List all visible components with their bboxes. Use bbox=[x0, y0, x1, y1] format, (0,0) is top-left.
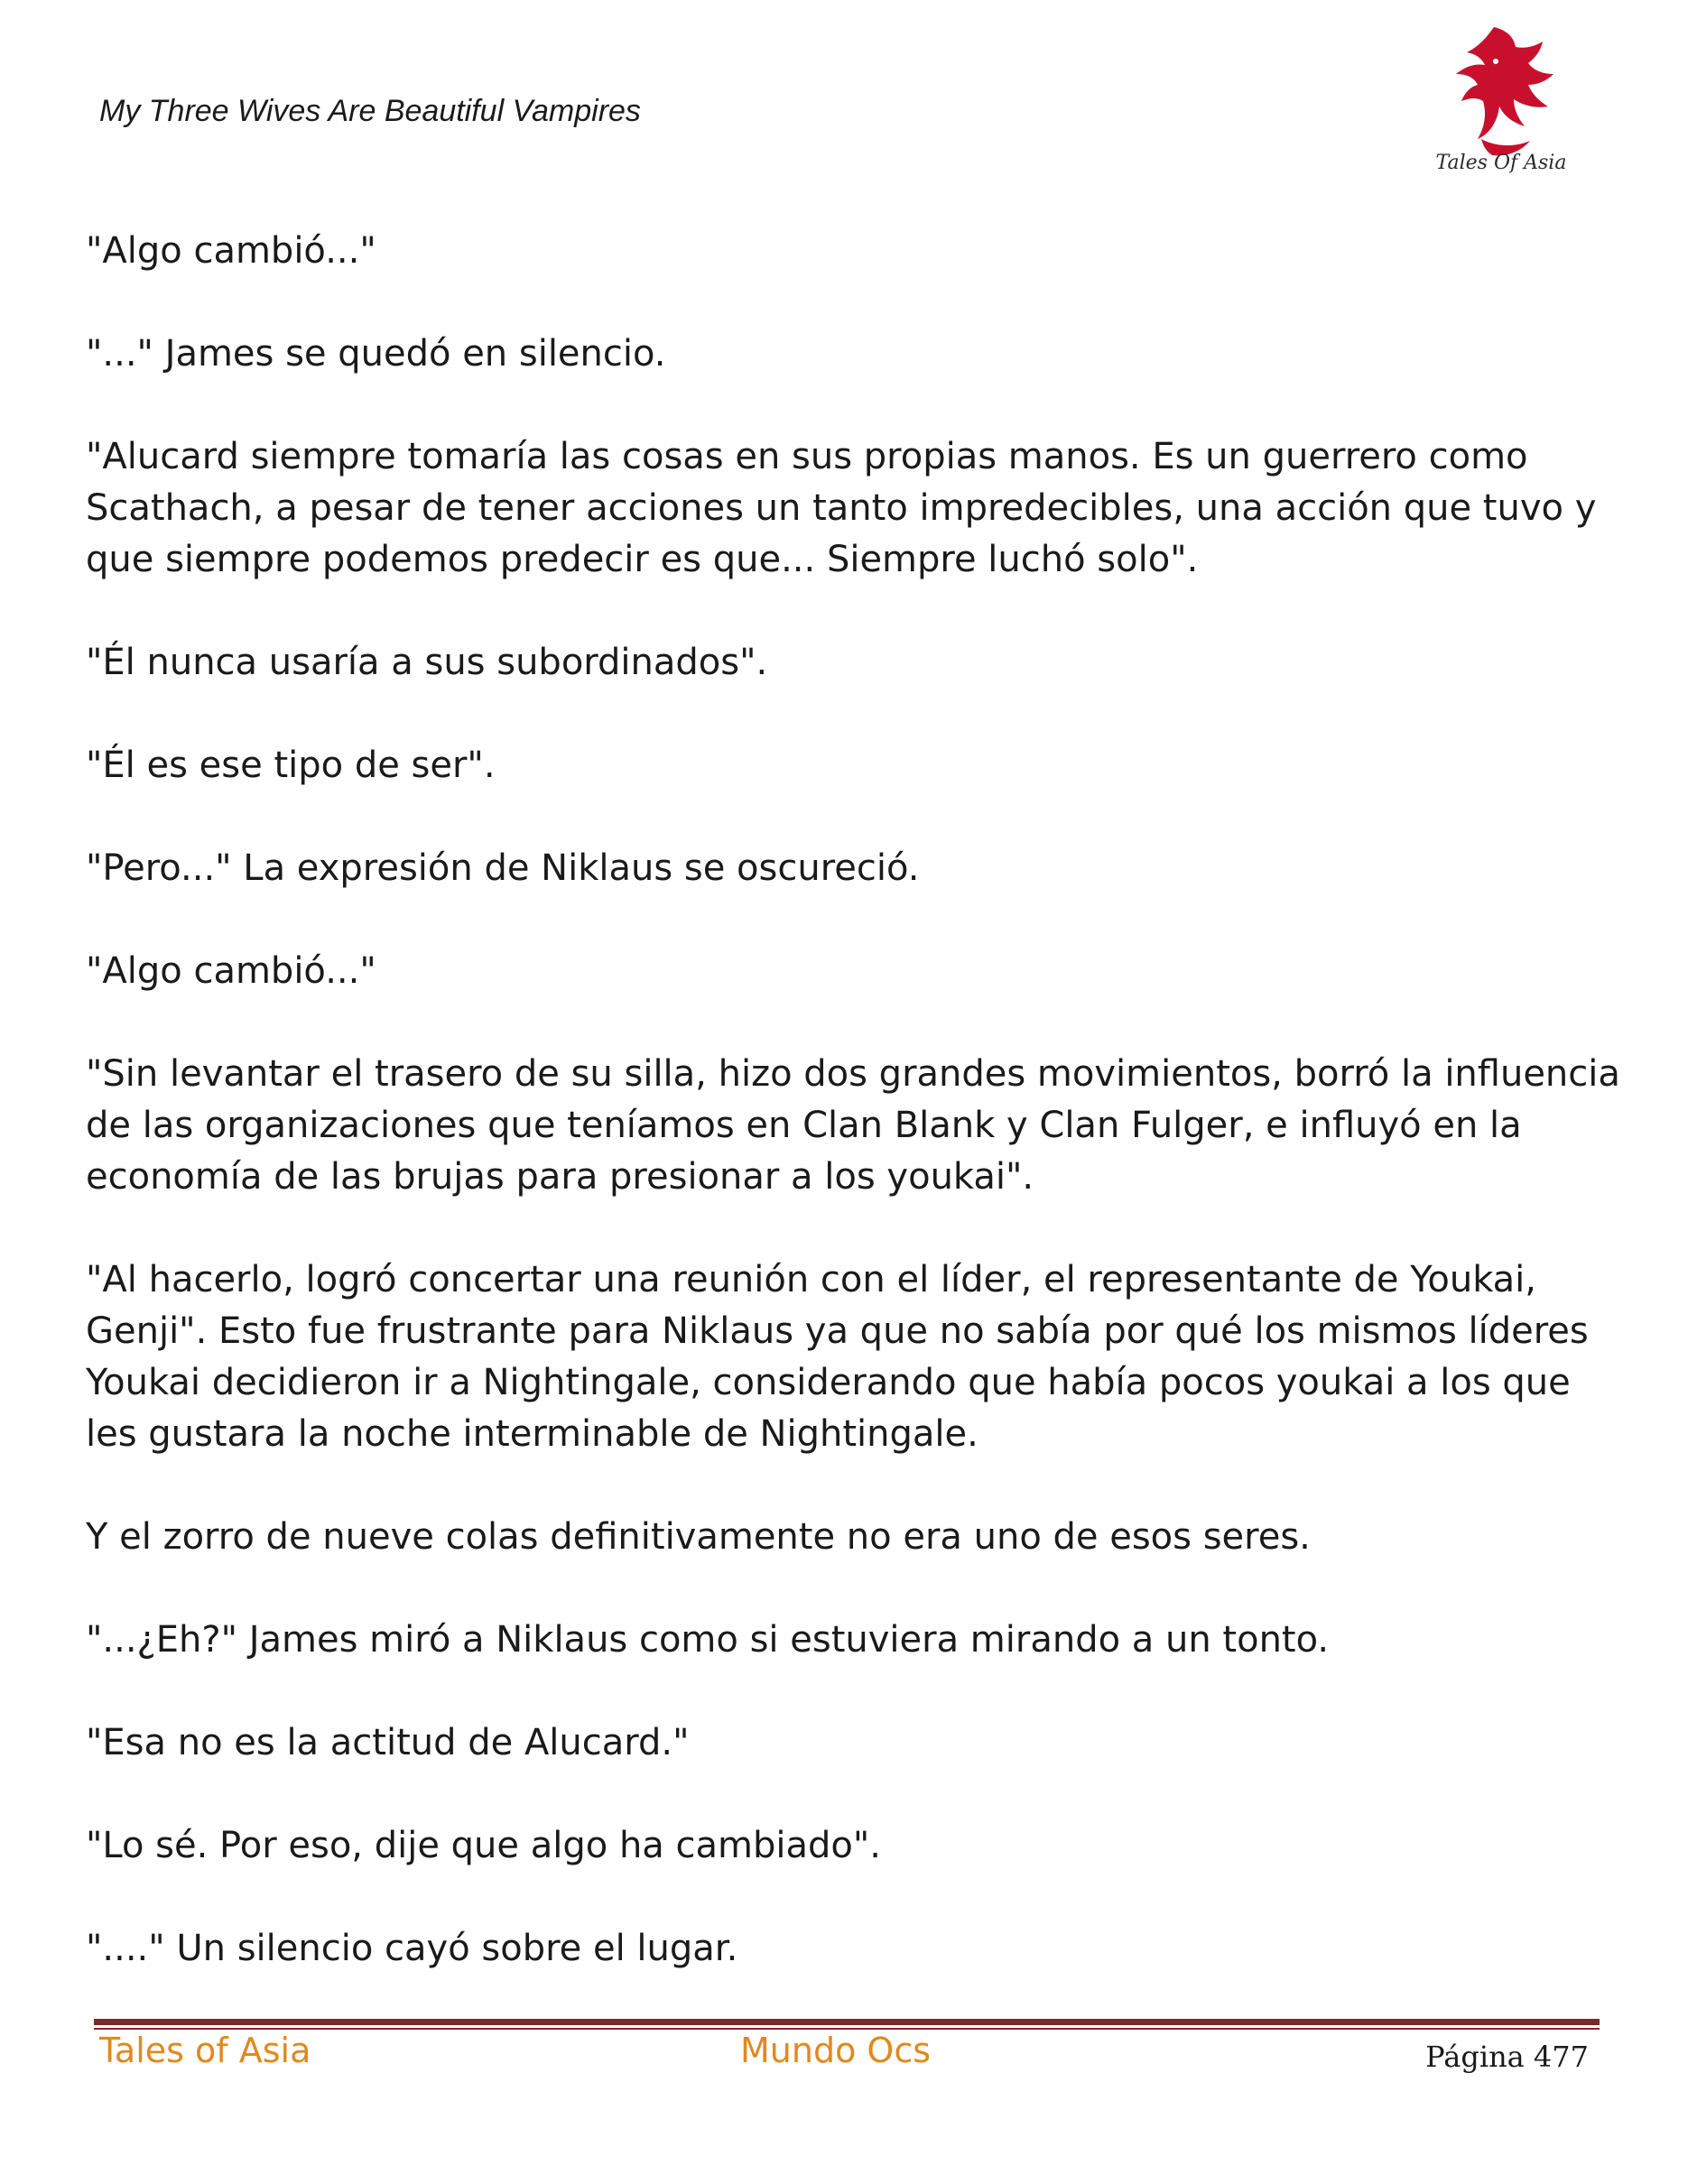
paragraph: "...¿Eh?" James miró a Niklaus como si estuviera mirando a un tonto. bbox=[86, 1619, 1330, 1661]
paragraph: "Algo cambió..." bbox=[86, 230, 376, 272]
footer-divider bbox=[94, 2019, 1600, 2031]
paragraph: "Pero..." La expresión de Niklaus se oscureció. bbox=[86, 847, 920, 889]
paragraph: "Él nunca usaría a sus subordinados". bbox=[86, 642, 768, 683]
document-header-title: My Three Wives Are Beautiful Vampires bbox=[99, 94, 641, 128]
paragraph: "Él es ese tipo de ser". bbox=[86, 745, 496, 786]
paragraph: "Esa no es la actitud de Alucard." bbox=[86, 1722, 690, 1763]
paragraph: "Algo cambió..." bbox=[86, 950, 376, 992]
paragraph: Y el zorro de nueve colas definitivamente no era uno de esos seres. bbox=[86, 1516, 1311, 1558]
paragraph: "Al hacerlo, logró concertar una reunión con el líder, el representante de Youkai, Genji". Esto fue frustrante para Niklaus ya que no sabía por qué los mismos líderes Youkai decidieron ir a Nightingale, considerando que había pocos youkai a los que les gustara la noche interminable de Nightingale. bbox=[86, 1259, 1589, 1455]
paragraph: "Sin levantar el trasero de su silla, hizo dos grandes movimientos, borró la influencia de las organizaciones que teníamos en Clan Blank y Clan Fulger, e influyó en la economía de las brujas para presionar a los youkai". bbox=[86, 1053, 1620, 1198]
page-number: Página 477 bbox=[1425, 2040, 1589, 2074]
chapter-body bbox=[86, 226, 1620, 2026]
logo-text: Tales Of Asia bbox=[1435, 152, 1567, 174]
paragraph: "...." Un silencio cayó sobre el lugar. bbox=[86, 1928, 738, 1969]
footer-site-name: Tales of Asia bbox=[99, 2031, 311, 2070]
paragraph: "..." James se quedó en silencio. bbox=[86, 333, 666, 375]
footer-section-name: Mundo Ocs bbox=[740, 2031, 932, 2070]
paragraph: "Lo sé. Por eso, dije que algo ha cambiado". bbox=[86, 1825, 881, 1866]
paragraph: "Alucard siempre tomaría las cosas en sus propias manos. Es un guerrero como Scathach, a pesar de tener acciones un tanto impredecibles, una acción que tuvo y que siempre podemos predecir es que... Siempre luchó solo". bbox=[86, 436, 1597, 580]
